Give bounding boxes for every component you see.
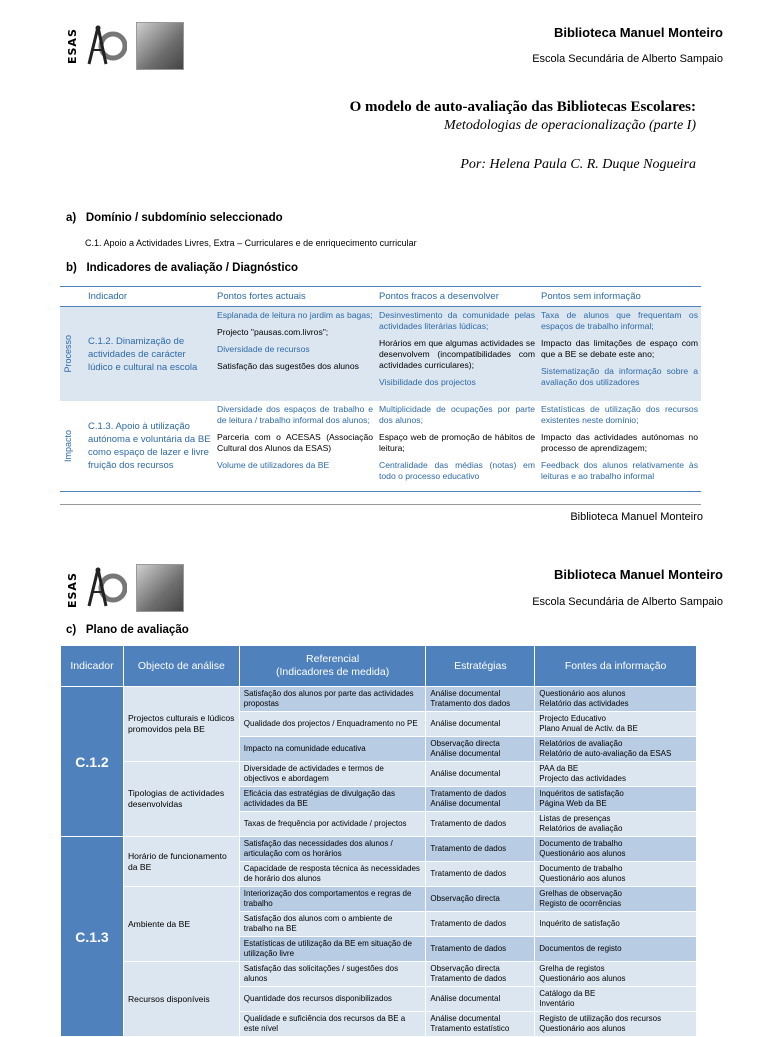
fontes-cell: PAA da BE Projecto das actividades — [535, 762, 697, 787]
indicator-cell: C.1.2. Dinamização de actividades de carácter lúdico e cultural na escola — [85, 307, 214, 402]
list-item: Espaço web de promoção de hábitos de leitura; — [379, 432, 535, 453]
indicator-cell: C.1.2 — [61, 687, 124, 837]
header-sem-info: Pontos sem informação — [538, 287, 701, 307]
fracos-cell — [376, 307, 538, 402]
section-c-heading — [66, 624, 189, 636]
list-item: Esplanada de leitura no jardim as bagas; — [217, 310, 373, 320]
fracos-cell — [376, 401, 538, 492]
list-item: Feedback dos alunos relativamente às leituras e ao trabalho informal — [541, 460, 698, 481]
table-row — [61, 887, 697, 912]
section-a-text: C.1. Apoio a Actividades Livres, Extra – Curriculares e de enriquecimento curricular — [85, 238, 417, 248]
table-row — [60, 401, 701, 492]
fontes-cell: Documento de trabalho Questionário aos alunos — [535, 837, 697, 862]
header-fracos: Pontos fracos a desenvolver — [376, 287, 538, 307]
school-name: Escola Secundária de Alberto Sampaio — [532, 53, 723, 65]
group-cell — [60, 307, 85, 402]
compass-logo-icon — [85, 566, 127, 610]
fontes-cell: Grelha de registos Questionário aos alunos — [535, 962, 697, 987]
footer-divider — [60, 504, 701, 505]
sem-info-cell — [538, 401, 701, 492]
list-item: Volume de utilizadores da BE — [217, 460, 330, 470]
table-row — [60, 307, 701, 402]
footer-text: Biblioteca Manuel Monteiro — [570, 511, 703, 523]
list-item: Projecto "pausas.com.livros"; — [217, 327, 329, 337]
estrategias-cell: Observação directa — [426, 887, 535, 912]
referencial-cell: Diversidade de actividades e termos de objectivos e abordagem — [239, 762, 426, 787]
estrategias-cell: Tratamento de dados — [426, 862, 535, 887]
section-c-title: Plano de avaliação — [85, 624, 189, 636]
section-b-title: Indicadores de avaliação / Diagnóstico — [86, 262, 298, 274]
referencial-cell: Satisfação das solicitações / sugestões dos alunos — [239, 962, 426, 987]
table-row — [61, 962, 697, 987]
portrait-image — [136, 22, 184, 70]
table-row — [61, 687, 697, 712]
referencial-cell: Satisfação dos alunos por parte das actividades propostas — [239, 687, 426, 712]
referencial-cell: Satisfação das necessidades dos alunos / articulação com os horários — [239, 837, 426, 862]
indicator-cell: C.1.3. Apoio à utilização autónoma e voluntária da BE como espaço de lazer e livre fruição dos recursos — [85, 401, 214, 492]
estrategias-cell: Análise documental Tratamento dos dados — [426, 687, 535, 712]
referencial-cell: Qualidade e suficiência dos recursos da BE a este nível — [239, 1012, 426, 1037]
object-cell: Tipologias de actividades desenvolvidas — [123, 762, 239, 837]
article-subtitle: Metodologias de operacionalização (parte I) — [444, 118, 696, 133]
fortes-cell — [214, 401, 376, 492]
section-a-title: Domínio / subdomínio seleccionado — [85, 212, 283, 224]
group-cell — [60, 401, 85, 492]
estrategias-cell: Observação directa Análise documental — [426, 737, 535, 762]
evaluation-plan-table — [60, 645, 697, 1037]
list-item: Impacto das actividades autónomas no processo de aprendizagem; — [541, 432, 698, 453]
diagnostic-header-row — [60, 287, 701, 307]
section-c-label: c) — [66, 624, 77, 636]
fontes-cell: Grelhas de observação Registo de ocorrências — [535, 887, 697, 912]
estrategias-cell: Tratamento de dados — [426, 912, 535, 937]
section-b-heading — [66, 262, 298, 274]
referencial-cell: Satisfação dos alunos com o ambiente de trabalho na BE — [239, 912, 426, 937]
compass-logo-icon — [85, 24, 127, 68]
fontes-cell: Documento de trabalho Questionário aos alunos — [535, 862, 697, 887]
fontes-cell: Registo de utilização dos recursos Questionário aos alunos — [535, 1012, 697, 1037]
object-cell: Recursos disponíveis — [123, 962, 239, 1037]
header-estrategias: Estratégias — [426, 646, 535, 687]
fontes-cell: Documentos de registo — [535, 937, 697, 962]
estrategias-cell: Análise documental — [426, 712, 535, 737]
portrait-image — [136, 564, 184, 612]
list-item: Centralidade das médias (notas) em todo o processo educativo — [379, 460, 535, 481]
diagnostic-table — [60, 286, 701, 492]
estrategias-cell: Análise documental Tratamento estatístico — [426, 1012, 535, 1037]
list-item: Multiplicidade de ocupações por parte dos alunos; — [379, 404, 535, 425]
list-item: Diversidade dos espaços de trabalho e de leitura / trabalho informal dos alunos; — [217, 404, 373, 425]
fontes-cell: Relatórios de avaliação Relatório de auto-avaliação da ESAS — [535, 737, 697, 762]
referencial-cell: Qualidade dos projectos / Enquadramento no PE — [239, 712, 426, 737]
list-item: Estatísticas de utilização dos recursos existentes neste domínio; — [541, 404, 698, 425]
school-name: Escola Secundária de Alberto Sampaio — [532, 596, 723, 608]
fontes-cell: Questionário aos alunos Relatório das actividades — [535, 687, 697, 712]
section-a-heading — [66, 212, 283, 224]
list-item: Diversidade de recursos — [217, 344, 310, 354]
sem-info-cell — [538, 307, 701, 402]
estrategias-cell: Análise documental — [426, 762, 535, 787]
table-row — [61, 762, 697, 787]
list-item: Desinvestimento da comunidade pelas actividades literárias lúdicas; — [379, 310, 535, 331]
object-cell: Projectos culturais e lúdicos promovidos pela BE — [123, 687, 239, 762]
referencial-cell: Estatísticas de utilização da BE em situação de utilização livre — [239, 937, 426, 962]
section-b-label: b) — [66, 262, 77, 274]
library-name: Biblioteca Manuel Monteiro — [553, 567, 723, 582]
estrategias-cell: Tratamento de dados — [426, 812, 535, 837]
list-item: Horários em que algumas actividades se desenvolvem (incompatibilidades com actividades curriculares); — [379, 338, 535, 370]
fontes-cell: Projecto Educativo Plano Anual de Activ. da BE — [535, 712, 697, 737]
esas-logo-text: ESAS — [66, 28, 79, 64]
library-name: Biblioteca Manuel Monteiro — [553, 25, 723, 40]
fortes-cell — [214, 307, 376, 402]
esas-logo-text: ESAS — [66, 572, 79, 608]
object-cell: Ambiente da BE — [123, 887, 239, 962]
fontes-cell: Listas de presenças Relatórios de avaliação — [535, 812, 697, 837]
estrategias-cell: Tratamento de dados — [426, 837, 535, 862]
list-item: Visibilidade dos projectos — [379, 377, 476, 387]
referencial-cell: Interiorização dos comportamentos e regras de trabalho — [239, 887, 426, 912]
list-item: Satisfação das sugestões dos alunos — [217, 361, 359, 371]
list-item: Impacto das limitações de espaço com que a BE se debate este ano; — [541, 338, 698, 359]
header-fontes: Fontes da informação — [535, 646, 697, 687]
article-author: Por: Helena Paula C. R. Duque Nogueira — [460, 157, 696, 172]
table-row — [61, 837, 697, 862]
indicator-cell: C.1.3 — [61, 837, 124, 1037]
list-item: Parceria com o ACESAS (Associação Cultural dos Alunos da ESAS) — [217, 432, 373, 453]
fontes-cell: Inquérito de satisfação — [535, 912, 697, 937]
estrategias-cell: Análise documental — [426, 987, 535, 1012]
fontes-cell: Catálogo da BE Inventário — [535, 987, 697, 1012]
header-objecto: Objecto de análise — [123, 646, 239, 687]
header-referencial-line2: (Indicadores de medida) — [275, 666, 390, 678]
list-item: Sistematização da informação sobre a avaliação dos utilizadores — [541, 366, 698, 387]
referencial-cell: Taxas de frequência por actividade / projectos — [239, 812, 426, 837]
header-referencial-line1: Referencial — [306, 653, 360, 665]
referencial-cell: Eficácia das estratégias de divulgação das actividades da BE — [239, 787, 426, 812]
referencial-cell: Capacidade de resposta técnica às necessidades de horário dos alunos — [239, 862, 426, 887]
estrategias-cell: Observação directa Tratamento de dados — [426, 962, 535, 987]
header-indicador: Indicador — [61, 646, 124, 687]
section-a-label: a) — [66, 212, 77, 224]
estrategias-cell: Tratamento de dados Análise documental — [426, 787, 535, 812]
article-title: O modelo de auto-avaliação das Bibliotecas Escolares: — [349, 99, 696, 115]
header-blank — [60, 287, 85, 307]
header-referencial — [239, 646, 426, 687]
fontes-cell: Inquéritos de satisfação Página Web da BE — [535, 787, 697, 812]
header-fortes: Pontos fortes actuais — [214, 287, 376, 307]
group-label: Impacto — [63, 429, 73, 462]
list-item: Taxa de alunos que frequentam os espaços de trabalho informal; — [541, 310, 698, 331]
referencial-cell: Quantidade dos recursos disponibilizados — [239, 987, 426, 1012]
group-label: Processo — [63, 335, 73, 373]
object-cell: Horário de funcionamento da BE — [123, 837, 239, 887]
estrategias-cell: Tratamento de dados — [426, 937, 535, 962]
header-indicador: Indicador — [85, 287, 214, 307]
plan-header-row — [61, 646, 697, 687]
referencial-cell: Impacto na comunidade educativa — [239, 737, 426, 762]
